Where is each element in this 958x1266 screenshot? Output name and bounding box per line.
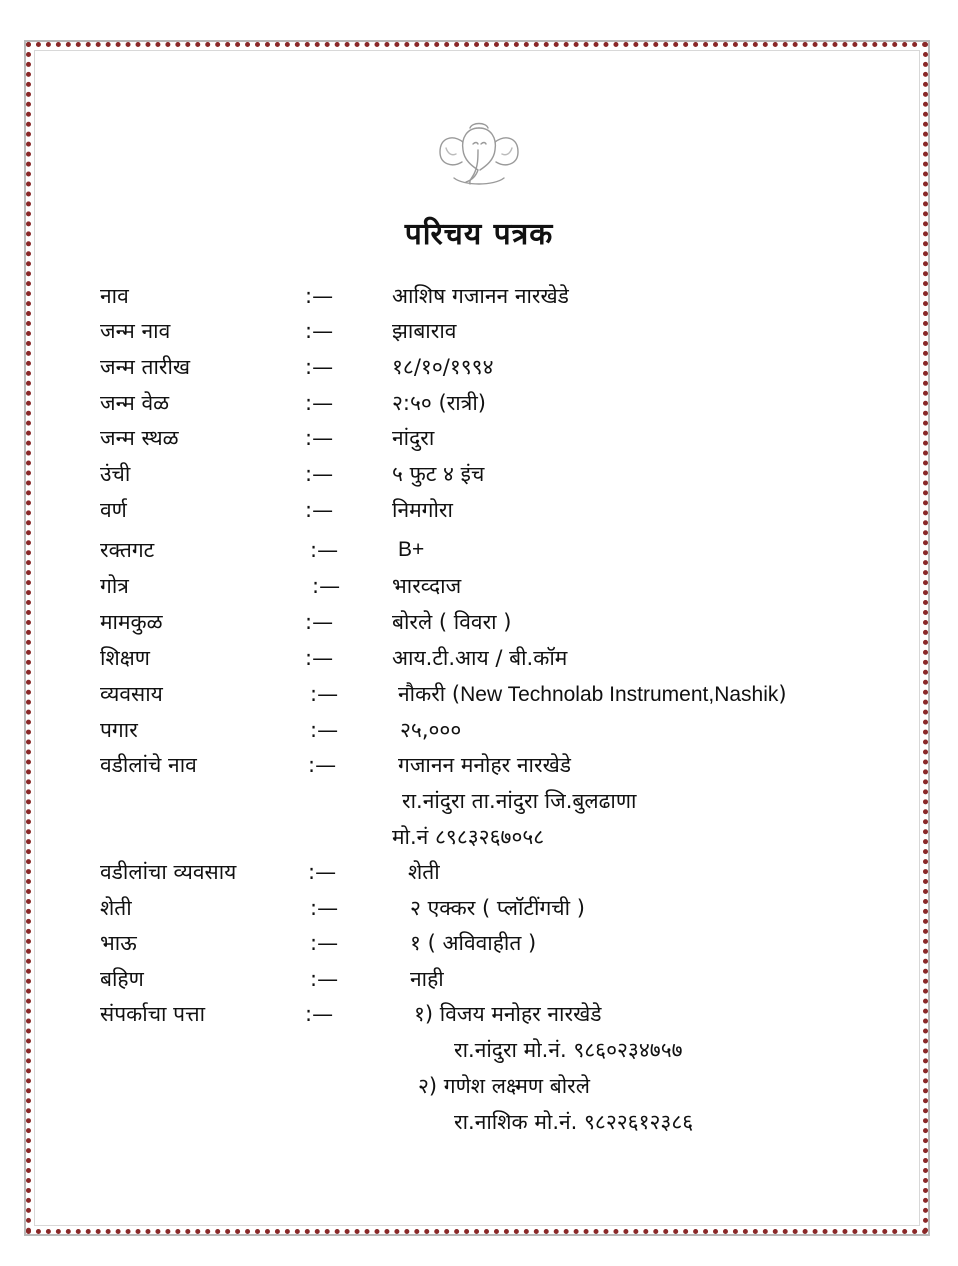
- field-row-farm: [0, 890, 958, 926]
- field-label: जन्म नाव: [100, 319, 171, 343]
- field-separator: :—: [310, 718, 339, 742]
- field-row-maternal-family: [0, 604, 958, 640]
- field-row-contact: [0, 996, 958, 1032]
- field-value: आशिष गजानन नारखेडे: [392, 284, 569, 308]
- field-label: गोत्र: [100, 574, 129, 598]
- field-label: मामकुळ: [100, 610, 163, 634]
- field-value: १) विजय मनोहर नारखेडे: [414, 1002, 602, 1026]
- field-label: उंची: [100, 462, 131, 486]
- field-row-education: [0, 640, 958, 676]
- field-separator: :—: [310, 896, 339, 920]
- field-row-father-name: [0, 747, 958, 783]
- field-value: १८/१०/१९९४: [392, 355, 494, 379]
- field-value: शेती: [408, 860, 440, 884]
- field-row-sister: [0, 961, 958, 997]
- field-label: जन्म तारीख: [100, 355, 191, 379]
- father-address: रा.नांदुरा ता.नांदुरा जि.बुलढाणा: [402, 789, 637, 813]
- field-value: २:५० (रात्री): [392, 391, 486, 415]
- field-label: शेती: [100, 896, 132, 920]
- field-separator: :—: [305, 391, 334, 415]
- field-label: रक्तगट: [100, 538, 155, 562]
- field-value: भारव्दाज: [392, 574, 462, 598]
- field-value: नाही: [410, 967, 444, 991]
- field-row-brother: [0, 925, 958, 961]
- contact2-name: २) गणेश लक्ष्मण बोरले: [418, 1074, 591, 1098]
- contact2-detail: रा.नाशिक मो.नं. ९८२२६१२३८६: [454, 1110, 694, 1134]
- contact1-detail: रा.नांदुरा मो.नं. ९८६०२३४७५७: [454, 1038, 683, 1062]
- field-value: [398, 676, 787, 713]
- field-label: पगार: [100, 718, 138, 742]
- field-row-salary: [0, 712, 958, 748]
- field-label: भाऊ: [100, 931, 137, 955]
- field-row-birth-place: [0, 420, 958, 456]
- field-value: B+: [398, 538, 425, 561]
- field-row-gotra: [0, 568, 958, 604]
- field-value: निमगोरा: [392, 498, 453, 522]
- field-separator: :—: [312, 574, 341, 598]
- field-label: वडीलांचे नाव: [100, 753, 197, 777]
- field-row-height: [0, 456, 958, 492]
- field-row-occupation: [0, 676, 958, 712]
- father-mobile: मो.नं ८९८३२६७०५८: [392, 825, 545, 849]
- occupation-close-paren: ): [778, 682, 787, 706]
- occupation-employer: New Technolab Instrument,Nashik: [460, 683, 779, 706]
- field-label: जन्म वेळ: [100, 391, 170, 415]
- field-separator: :—: [305, 284, 334, 308]
- field-separator: :—: [305, 355, 334, 379]
- page-title: परिचय पत्रक: [404, 217, 554, 252]
- field-separator: :—: [310, 682, 339, 706]
- field-label: नाव: [100, 284, 129, 308]
- field-label: बहिण: [100, 967, 144, 991]
- field-label: संपर्काचा पत्ता: [100, 1002, 206, 1026]
- field-separator: :—: [310, 538, 339, 562]
- field-row-birth-date: [0, 349, 958, 385]
- field-separator: :—: [305, 610, 334, 634]
- field-separator: :—: [305, 426, 334, 450]
- field-value: आय.टी.आय / बी.कॉम: [392, 646, 568, 670]
- field-value: नांदुरा: [392, 426, 435, 450]
- field-label: वर्ण: [100, 498, 127, 522]
- field-value: गजानन मनोहर नारखेडे: [398, 753, 571, 777]
- field-value: ५ फुट ४ इंच: [392, 462, 485, 486]
- field-value: बोरले ( विवरा ): [392, 610, 512, 634]
- field-row-birth-name: [0, 313, 958, 349]
- field-value: २५,०००: [400, 718, 462, 742]
- field-separator: :—: [310, 931, 339, 955]
- field-value: झाबाराव: [392, 319, 457, 343]
- field-value: १ ( अविवाहीत ): [410, 931, 537, 955]
- field-label: व्यवसाय: [100, 682, 163, 706]
- field-value: २ एक्कर ( प्लॉटींगची ): [410, 896, 585, 920]
- field-separator: :—: [305, 1002, 334, 1026]
- ganesha-logo: [434, 120, 524, 190]
- field-row-blood-group: [0, 532, 958, 568]
- field-separator: :—: [305, 319, 334, 343]
- field-row-birth-time: [0, 385, 958, 421]
- field-separator: :—: [308, 860, 337, 884]
- field-separator: :—: [310, 967, 339, 991]
- field-row-complexion: [0, 492, 958, 528]
- field-row-name: [0, 278, 958, 314]
- field-separator: :—: [305, 498, 334, 522]
- field-label: जन्म स्थळ: [100, 426, 179, 450]
- occupation-text: नौकरी (: [398, 682, 461, 706]
- field-separator: :—: [305, 646, 334, 670]
- field-label: शिक्षण: [100, 646, 150, 670]
- field-separator: :—: [308, 753, 337, 777]
- field-label: वडीलांचा व्यवसाय: [100, 860, 237, 884]
- field-row-father-occupation: [0, 854, 958, 890]
- field-separator: :—: [305, 462, 334, 486]
